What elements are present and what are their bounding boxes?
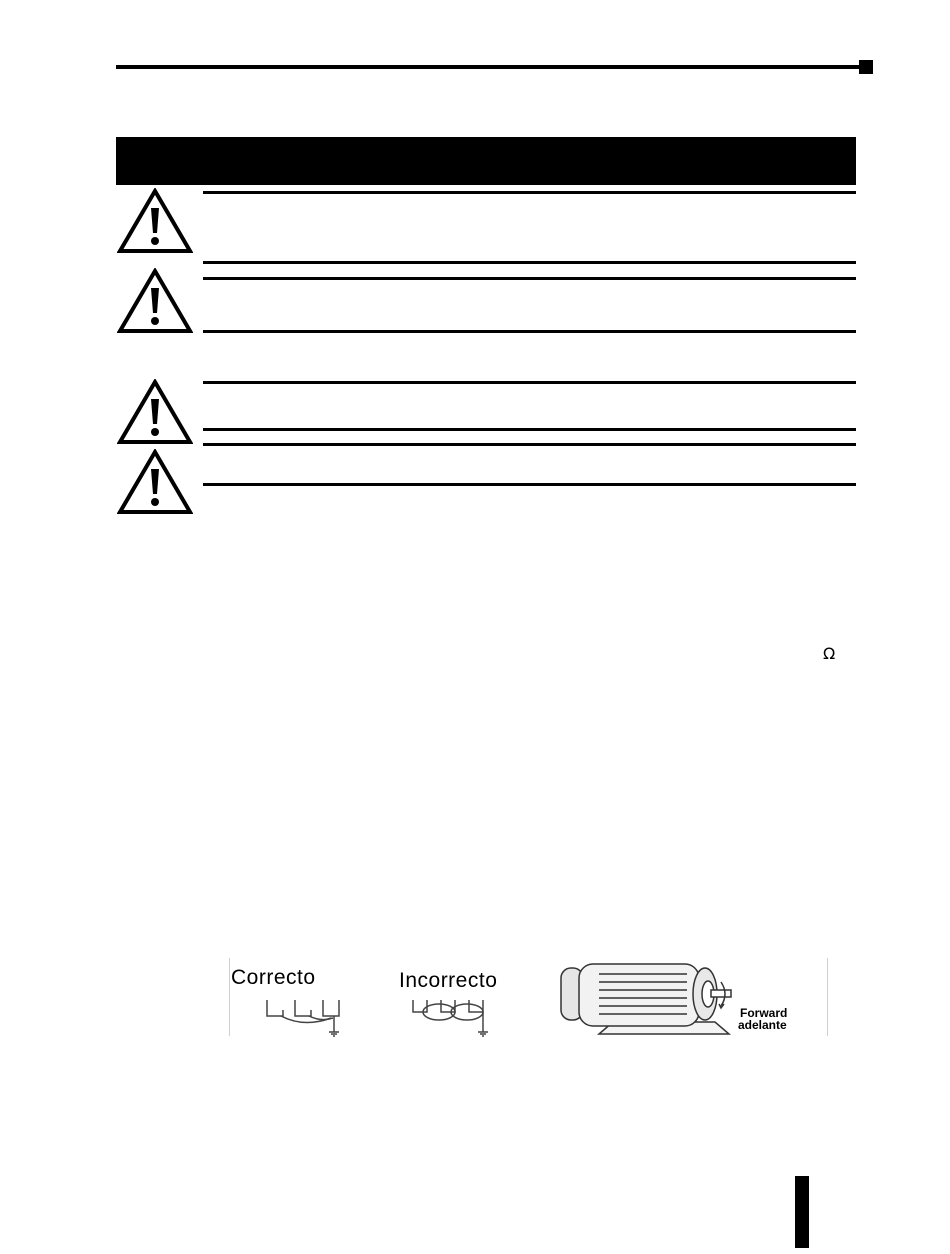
warning-triangle-icon	[117, 379, 193, 445]
motor-label-forward: Forward	[740, 1006, 788, 1020]
motor-icon	[559, 960, 734, 1036]
incorrect-label: Incorrecto	[399, 969, 498, 992]
warning-3-top-rule	[203, 381, 856, 384]
warning-4-bottom-rule	[203, 483, 856, 486]
section-title-bar	[116, 137, 856, 185]
warning-4-top-rule	[203, 443, 856, 446]
warning-3-bottom-rule	[203, 428, 856, 431]
header-square-marker	[859, 60, 873, 74]
warning-2-top-rule	[203, 277, 856, 280]
warning-1-top-rule	[203, 191, 856, 194]
figure-right-edge	[827, 958, 828, 1036]
incorrect-grounding-diagram	[407, 998, 497, 1038]
warning-2-bottom-rule	[203, 330, 856, 333]
ohm-symbol: Ω	[823, 644, 836, 663]
motor-label-adelante: adelante	[738, 1018, 787, 1032]
correct-grounding-diagram	[259, 998, 349, 1038]
grounding-figure	[229, 958, 829, 1038]
warning-triangle-icon	[117, 268, 193, 334]
header-rule	[116, 65, 860, 69]
figure-left-edge	[229, 958, 230, 1036]
warning-triangle-icon	[117, 188, 193, 254]
warning-triangle-icon	[117, 449, 193, 515]
correct-label: Correcto	[231, 966, 316, 989]
page-tab-marker	[795, 1176, 809, 1248]
warning-1-bottom-rule	[203, 261, 856, 264]
